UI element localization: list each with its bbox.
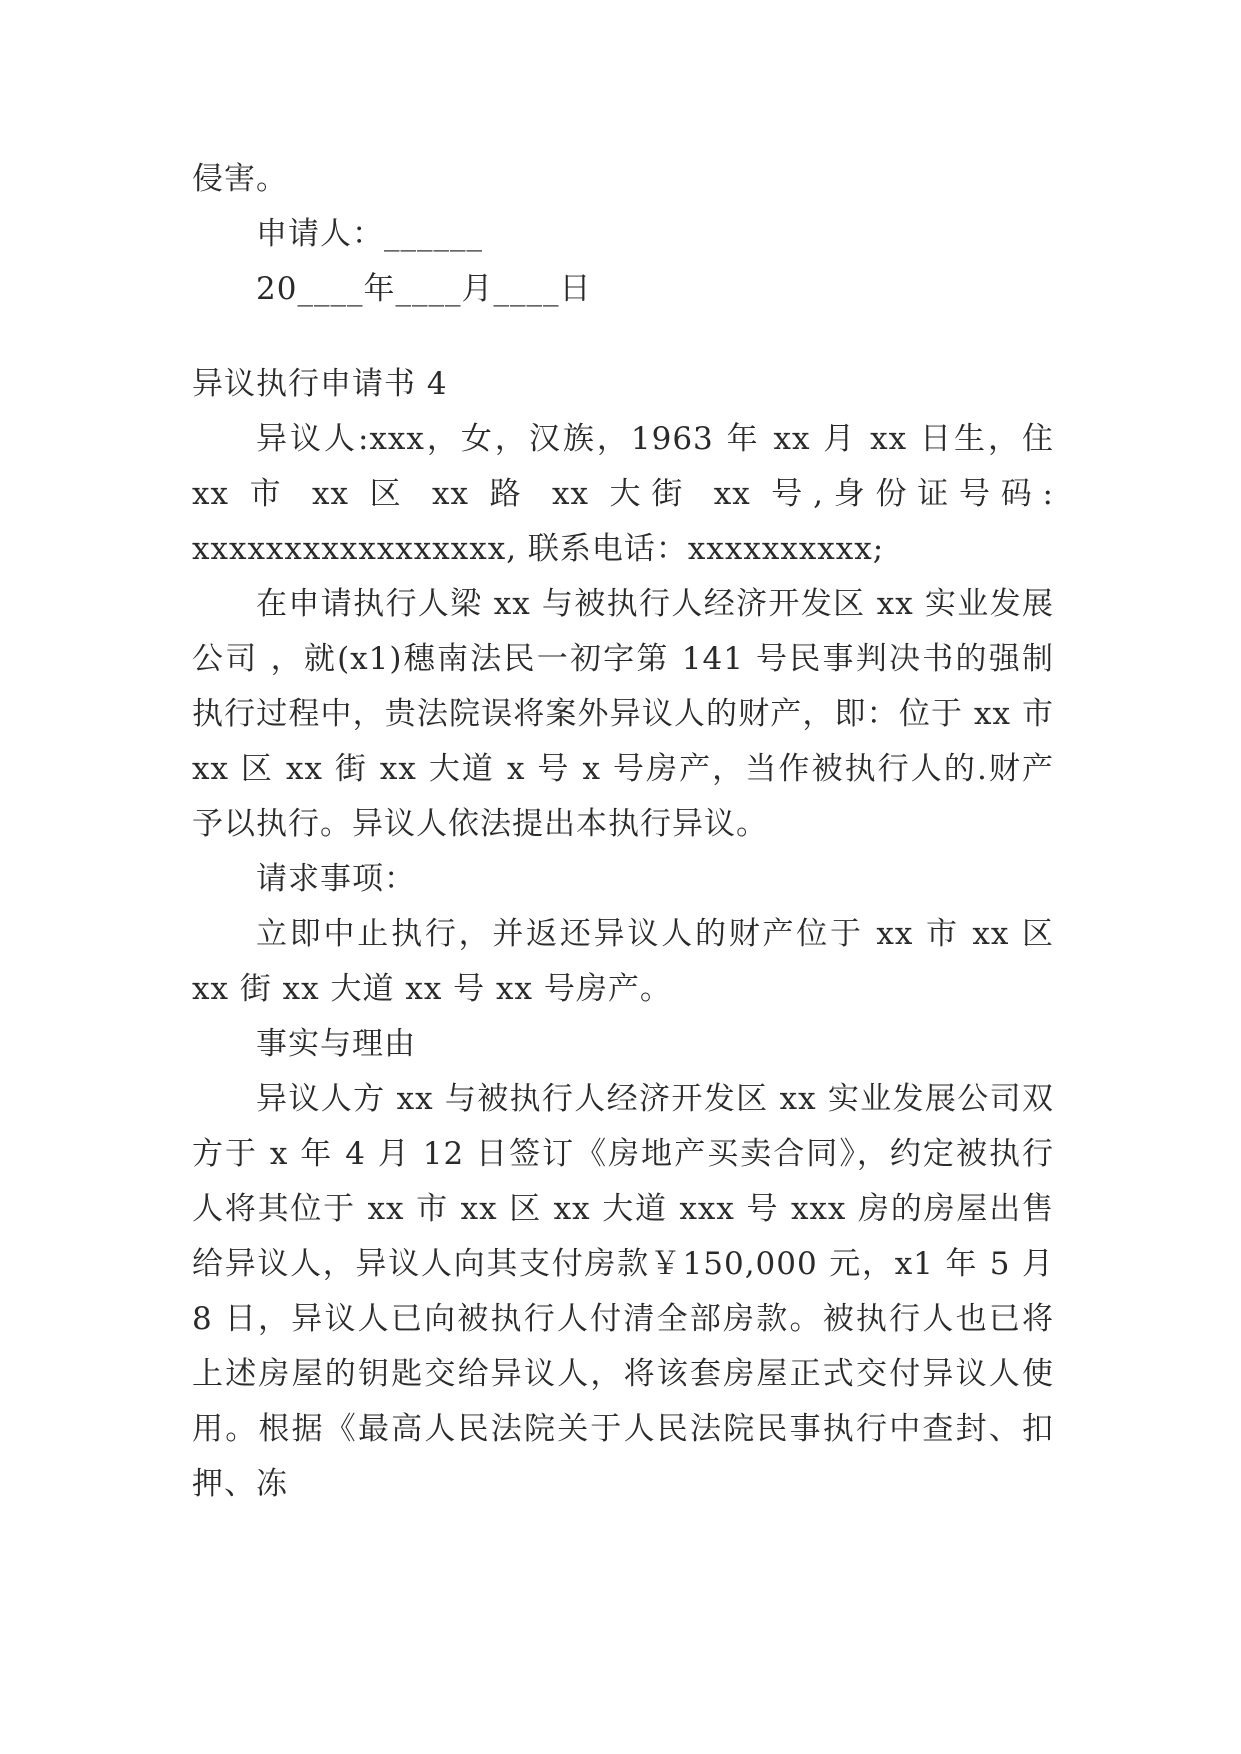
request-heading: 请求事项： (256, 861, 416, 897)
section-title: 异议执行申请书 4 (192, 366, 448, 402)
applicant-signature-line: 申请人：______ (256, 216, 483, 252)
request-paragraph: 立即中止执行，并返还异议人的财产位于 xx 市 xx 区 xx 街 xx 大道 xx 号 xx 号房产。 (192, 916, 1054, 1007)
background-paragraph: 在申请执行人梁 xx 与被执行人经济开发区 xx 实业发展公司 ，就(x1)穗南法民一初字第 141 号民事判决书的强制执行过程中，贵法院误将案外异议人的财产，即：位于 xx 市 xx 区 xx 街 xx 大道 x 号 x 号房产，当作被执行人的.财产予以执行。异议人依法提出本执行异议。 (192, 586, 1054, 842)
document-body (192, 152, 1054, 1512)
facts-heading: 事实与理由 (256, 1026, 416, 1062)
applicant-information: 异议人:xxx，女，汉族，1963 年 xx 月 xx 日生，住 xx 市 xx 区 xx 路 xx 大街 xx 号,身份证号码: xxxxxxxxxxxxxxxxx, 联系电话：xxxxxxxxxx; (192, 421, 1054, 567)
facts-paragraph: 异议人方 xx 与被执行人经济开发区 xx 实业发展公司双方于 x 年 4 月 12 日签订《房地产买卖合同》，约定被执行人将其位于 xx 市 xx 区 xx 大道 xxx 号 xxx 房的房屋出售给异议人，异议人向其支付房款￥150,000 元，x1 年 5 月 8 日，异议人已向被执行人付清全部房款。被执行人也已将上述房屋的钥匙交给异议人，将该套房屋正式交付异议人使用。根据《最高人民法院关于人民法院民事执行中查封、扣押、冻 (192, 1081, 1054, 1502)
date-line: 20____年____月____日 (256, 271, 592, 307)
previous-section-ending: 侵害。 (192, 161, 288, 197)
